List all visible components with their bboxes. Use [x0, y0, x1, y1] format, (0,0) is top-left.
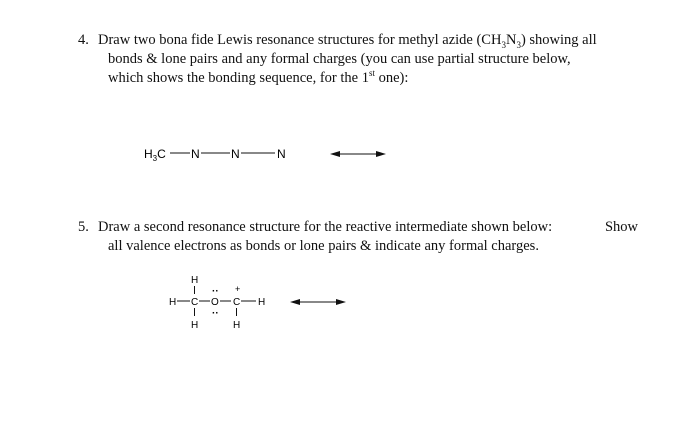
c2-label: C [233, 297, 241, 308]
c1-label: C [191, 297, 199, 308]
h-top-label: H [191, 275, 199, 286]
methyl-azide-skeleton [140, 140, 400, 170]
n1-label: N [191, 147, 200, 161]
reactive-intermediate [160, 272, 360, 334]
h-bottom-1-label: H [191, 320, 199, 331]
lone-pair-bottom: ·· [212, 308, 219, 319]
question-5-line-2: all valence electrons as bonds or lone pairs & indicate any formal charges. [108, 238, 539, 254]
resonance-arrow-1 [330, 151, 386, 157]
n3-label: N [277, 147, 286, 161]
h-bottom-2-label: H [233, 320, 241, 331]
question-4 [78, 31, 638, 88]
h3c-label: $H_3C$ [144, 147, 166, 163]
o-label: O [211, 297, 219, 308]
h-left-label: H [169, 297, 177, 308]
question-5-line-1: 5. Draw a second resonance structure for the reactive intermediate shown below: Show [78, 219, 638, 235]
resonance-arrow-2 [290, 299, 346, 305]
formal-charge-plus: + [235, 284, 241, 294]
n2-label: N [231, 147, 240, 161]
question-5 [78, 218, 638, 256]
question-4-line-3: which shows the bonding sequence, for the 1st one): [108, 68, 409, 86]
question-5-number: 5. [78, 219, 89, 235]
question-4-number: 4. [78, 32, 89, 48]
h-right-label: H [258, 297, 266, 308]
question-4-line-2: bonds & lone pairs and any formal charges (you can use partial structure below, [108, 51, 571, 67]
lone-pair-top: ·· [212, 286, 219, 297]
question-4-line-1: 4. Draw two bona fide Lewis resonance structures for methyl azide $(CH_3N_3)$ showing all [78, 32, 597, 50]
question-5-show: Show [604, 219, 638, 235]
